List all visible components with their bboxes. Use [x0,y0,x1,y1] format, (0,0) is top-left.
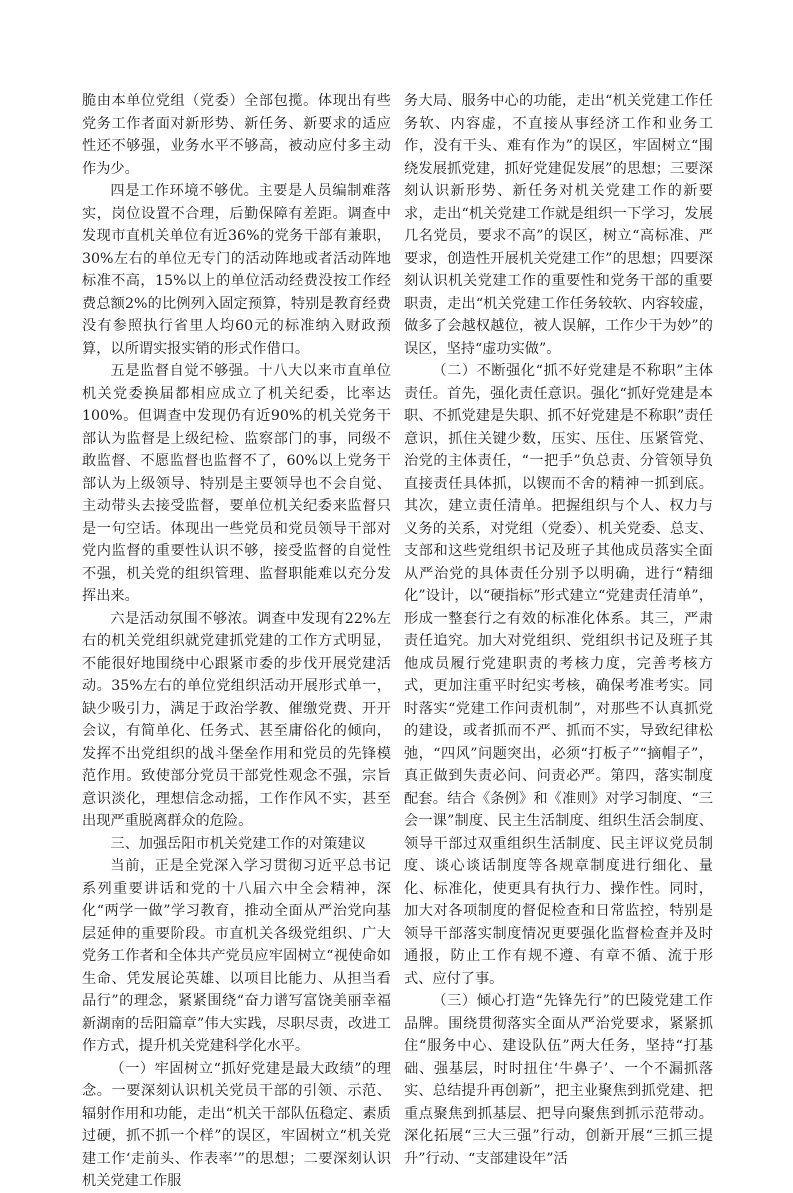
paragraph: 六是活动氛围不够浓。调查中发现有22%左右的机关党组织就党建抓党建的工作方式明显，不能很好地围绕中心跟紧市委的步伐开展党建活动。35%左右的单位党组织活动开展形式单一，缺少吸引力，满足于政治学教、催缴党费、开开会议，有简单化、任务式、甚至庸俗化的倾向，发挥不出党组织的战斗堡垒作用和党员的先锋模范作用。致使部分党员干部党性观念不强，宗旨意识淡化，理想信念动摇，工作作风不实，甚至出现严重脱离群众的危险。 [82,610,391,829]
paragraph: 脆由本单位党组（党委）全部包揽。体现出有些党务工作者面对新形势、新任务、新要求的适应性还不够强，业务水平不够高，被动应付多主动作为少。 [82,93,391,177]
right-column [404,90,713,1170]
paragraph: 五是监督自觉不够强。十八大以来市直单位机关党委换届都相应成立了机关纪委，比率达100%。但调查中发现仍有近90%的机关党务干部认为监督是上级纪检、监察部门的事，同级不敢监督、不愿监督也监督不了，60%以上党务干部认为上级领导、特别是主要领导也不会自觉、主动带头去接受监督，要单位机关纪委来监督只是一句空话。体现出一些党员和党员领导干部对党内监督的重要性认识不够，接受监督的自觉性不强，机关党的组织管理、监督职能难以充分发挥出来。 [82,363,391,604]
paragraph: 当前，正是全党深入学习贯彻习近平总书记系列重要讲话和党的十八届六中全会精神，深化“两学一做”学习教育，推动全面从严治党向基层延伸的重要阶段。市直机关各级党组织、广大党务工作者和全体共产党员应牢固树立“视使命如生命、凭发展论英雄、以项目比能力、从担当看品行”的理念，紧紧围绕“奋力谱写富饶美丽幸福新湖南的岳阳篇章”伟大实践，尽职尽责，改进工作方式，提升机关党建科学化水平。 [82,858,391,1054]
paragraph: （三）倾心打造“先锋先行”的巴陵党建工作品牌。围绕贯彻落实全面从严治党要求，紧紧抓住“服务中心、建设队伍”两大任务，坚持“打基础、强基层，时时扭住‘牛鼻子’、一个不漏抓落实、总结提升再创新”，把主业聚焦到抓党建、把重点聚焦到抓基层、把导向聚焦到抓示范带动。深化拓展“三大三强”行动，创新开展“三抓三提升”行动、“支部建设年”活 [404,993,713,1167]
section-heading: 三、加强岳阳市机关党建工作的对策建议 [110,835,366,852]
paragraph: （二）不断强化“抓不好党建是不称职”主体责任。首先，强化责任意识。强化“抓好党建是本职、不抓党建是失职、抓不好党建是不称职”责任意识，抓住关键少数，压实、压住、压紧管党、治党的主体责任，“一把手”负总责、分管领导负直接责任具体抓，以锲而不舍的精神一抓到底。其次，建立责任清单。把握组织与个人、权力与义务的关系，对党组（党委）、机关党委、总支、支部和这些党组织书记及班子其他成员落实全面从严治党的具体责任分别予以明确，进行“精细化”设计，以“硬指标”形式建立“党建责任清单”，形成一整套行之有效的标准化体系。其三，严肃责任追究。加大对党组织、党组织书记及班子其他成员履行党建职责的考核力度，完善考核方式，更加注重平时纪实考核，确保考准考实。同时落实“党建工作问责机制”，对那些不认真抓党的建设，或者抓而不严、抓而不实，导致纪律松弛，“四风”问题突出，必须“打板子”“摘帽子”，真正做到失责必问、问责必严。第四，落实制度配套。结合《条例》和《准则》对学习制度、“三会一课”制度、民主生活制度、组织生活会制度、领导干部过双重组织生活制度、民主评议党员制度、谈心谈话制度等各规章制度进行细化、量化、标准化，使更具有执行力、操作性。同时，加大对各项制度的督促检查和日常监控，特别是领导干部落实制度情况更要强化监督检查并及时通报，防止工作有规不遵、有章不循、流于形式、应付了事。 [404,363,713,987]
paragraph: 务大局、服务中心的功能，走出“机关党建工作任务软、内容虚，不直接从事经济工作和业务工作，没有干头、难有作为”的误区，牢固树立“围绕发展抓党建，抓好党建促发展”的思想；三要深刻认识新形势、新任务对机关党建工作的新要求，走出“机关党建工作就是组织一下学习，发展几名党员，要求不高”的误区，树立“高标准、严要求，创造性开展机关党建工作”的思想；四要深刻认识机关党建工作的重要性和党务干部的重要职责，走出“机关党建工作任务较软、内容较虚，做多了会越权越位，被人误解，工作少干为妙”的误区，坚持“虚功实做”。 [404,93,713,357]
paragraph: 四是工作环境不够优。主要是人员编制难落实，岗位设置不合理，后勤保障有差距。调查中发现市直机关单位有近36%的党务干部有兼职，30%左右的单位无专门的活动阵地或者活动阵地标准不高，15%以上的单位活动经费没按工作经费总额2%的比例列入固定预算，特别是教育经费没有参照执行省里人均60元的标准纳入财政预算，以所谓实报实销的形式作借口。 [82,183,391,357]
paragraph: （一）牢固树立“抓好党建是最大政绩”的理念。一要深刻认识机关党员干部的引领、示范、辐射作用和功能，走出“机关干部队伍稳定、素质过硬，抓不抓一个样”的误区，牢固树立“机关党建工作‘走前头、作表率’”的思想；二要深刻认识机关党建工作服 [82,1060,391,1189]
left-column [82,90,391,1193]
